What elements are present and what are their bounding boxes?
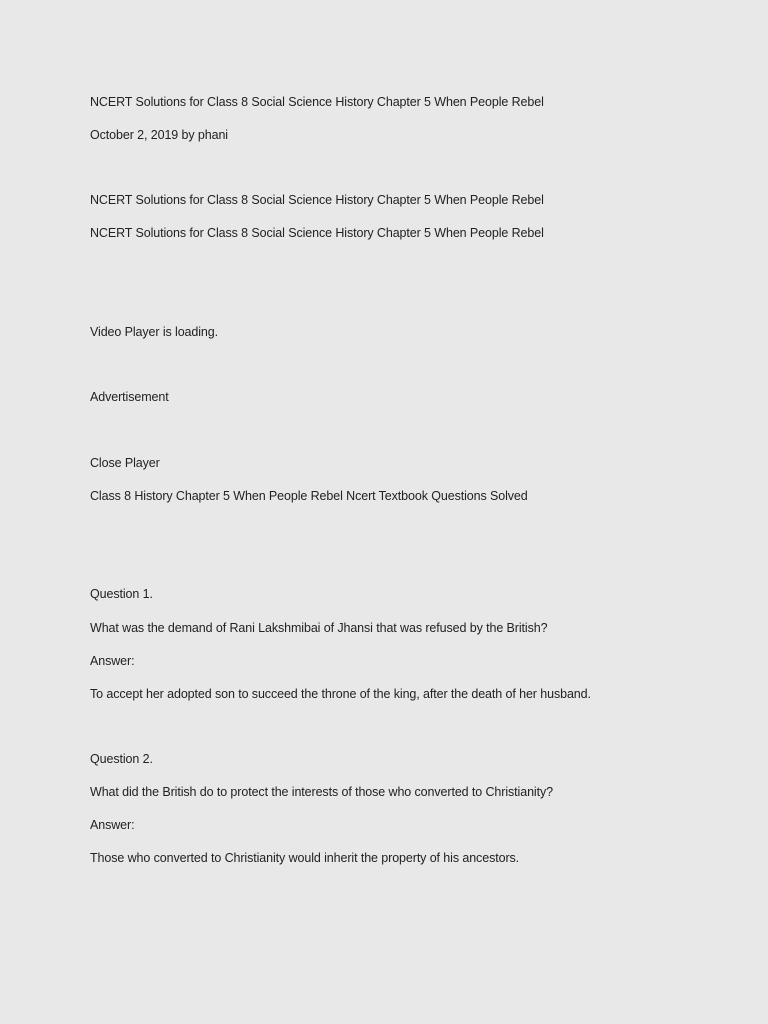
section-title: Class 8 History Chapter 5 When People Rebel Ncert Textbook Questions Solved bbox=[90, 489, 528, 503]
heading-repeat: NCERT Solutions for Class 8 Social Science History Chapter 5 When People Rebel bbox=[90, 193, 544, 207]
question-label: Question 1. bbox=[90, 587, 153, 601]
heading-repeat: NCERT Solutions for Class 8 Social Science History Chapter 5 When People Rebel bbox=[90, 226, 544, 240]
question-text: What did the British do to protect the interests of those who converted to Christianity? bbox=[90, 785, 553, 799]
answer-label: Answer: bbox=[90, 654, 135, 668]
document-title: NCERT Solutions for Class 8 Social Science History Chapter 5 When People Rebel bbox=[90, 95, 544, 109]
advertisement-label: Advertisement bbox=[90, 390, 169, 404]
question-label: Question 2. bbox=[90, 752, 153, 766]
answer-label: Answer: bbox=[90, 818, 135, 832]
byline: October 2, 2019 by phani bbox=[90, 128, 228, 142]
answer-text: Those who converted to Christianity would inherit the property of his ancestors. bbox=[90, 851, 520, 865]
close-player-link[interactable]: Close Player bbox=[90, 456, 160, 470]
answer-text: To accept her adopted son to succeed the throne of the king, after the death of her husband. bbox=[90, 687, 591, 701]
video-player-status: Video Player is loading. bbox=[90, 325, 219, 339]
question-text: What was the demand of Rani Lakshmibai of Jhansi that was refused by the British? bbox=[90, 621, 548, 635]
